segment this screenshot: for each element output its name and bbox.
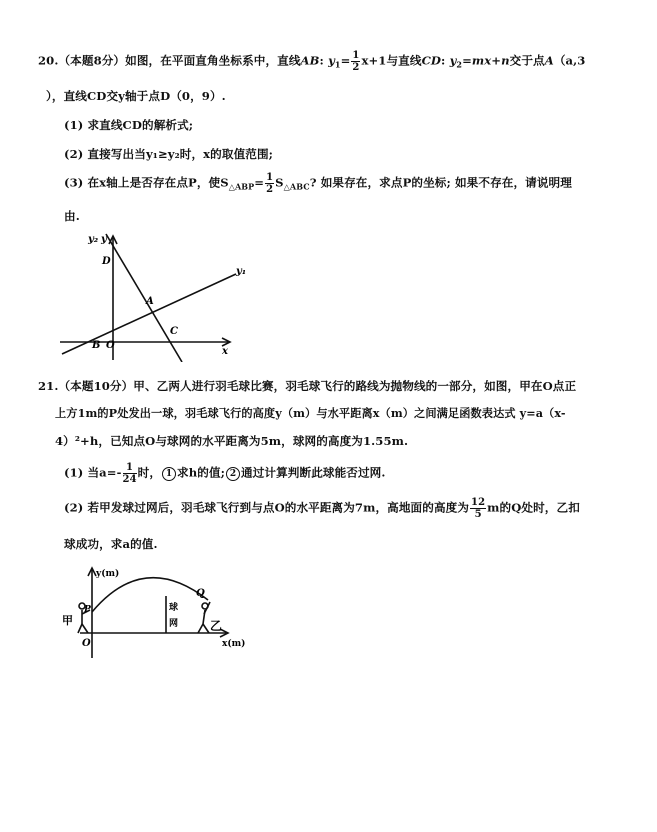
q20-ab-tail: x+1与直线 — [361, 53, 422, 68]
q21-label-o: O — [82, 638, 91, 649]
q21-label-net1: 球 — [169, 603, 179, 613]
q21-line-3: 4）²+h，已知点O与球网的水平距离为5m，球网的高度为1.55m. — [55, 434, 409, 448]
q20-label-y2: y₂ — [88, 234, 99, 245]
q21-part1-b: 时， — [137, 465, 162, 480]
q20-part3-a: (3) 在x轴上是否存在点P，使S — [64, 175, 229, 190]
q20-y1: y — [328, 53, 335, 68]
q20-part3-fraction — [265, 172, 274, 195]
q21-part1-c: 求h的值; — [177, 465, 226, 480]
q21-line1-text: 甲、乙两人进行羽毛球比赛，羽毛球飞行的路线为抛物线的一部分，如图，甲在O点正 — [133, 379, 577, 393]
q20-frac-num: 1 — [352, 50, 360, 61]
q21-part2-fraction — [470, 497, 486, 520]
q21-player-jia-leg1 — [78, 624, 82, 633]
q21-label-y: y(m) — [96, 569, 120, 579]
q21-part1-d: 通过计算判断此球能否过网. — [241, 465, 386, 480]
q21-part-1 — [64, 462, 386, 485]
q20-label-d: D — [102, 256, 111, 267]
q20-coordinate-graph — [58, 230, 298, 362]
q21-part2-a: (2) 若甲发球过网后，羽毛球飞行到与点O的水平距离为7m，高地面的高度为 — [64, 500, 470, 515]
q20-line-1 — [38, 50, 585, 73]
q21-circle-1: 1 — [162, 467, 176, 481]
q21-label-jia: 甲 — [62, 614, 73, 627]
q21-part1-den: 24 — [122, 474, 137, 485]
q21-label-q: Q — [196, 588, 205, 599]
q21-part2-b: m的Q处时，乙扣 — [487, 500, 580, 515]
q20-label-x: x — [222, 346, 228, 357]
q21-part2-den: 5 — [474, 509, 482, 520]
q20-part3-sub1: △ABP — [228, 181, 255, 192]
q21-circle-2: 2 — [226, 467, 240, 481]
q21-number: 21. — [38, 379, 59, 393]
q21-label-net2: 网 — [169, 619, 179, 629]
q21-player-yi-leg1 — [198, 624, 203, 633]
q21-part-2-cont: 球成功，求a的值. — [64, 537, 158, 551]
q20-a-coords: （a,3 — [553, 53, 586, 68]
q20-part-3-cont: 由. — [64, 209, 80, 223]
q20-point-a: A — [544, 53, 554, 68]
q21-badminton-graph — [58, 562, 258, 662]
q20-line-2: ），直线CD交y轴于点D（0，9）. — [46, 89, 226, 103]
q20-part-3 — [64, 172, 572, 195]
q20-y1-sub: 1 — [334, 59, 341, 70]
q21-part1-num: 1 — [123, 462, 137, 474]
q21-part-2 — [64, 497, 580, 520]
q20-part3-s2: S — [275, 175, 284, 190]
q21-line-1 — [38, 378, 576, 394]
q20-label-o: O — [106, 340, 115, 351]
q20-score: （本题8分） — [58, 53, 126, 68]
q20-y2: y — [449, 53, 457, 68]
q20-label-y1: y₁ — [236, 266, 247, 277]
q21-part1-fraction — [123, 462, 137, 485]
q21-player-yi-leg2 — [203, 624, 209, 633]
q20-eq-sign: = — [340, 53, 351, 68]
q20-label-c: C — [170, 326, 178, 337]
q20-y2-sub: 2 — [456, 59, 463, 70]
q20-part3-eq: = — [254, 175, 265, 190]
q20-cd-colon: : — [441, 53, 446, 68]
q20-intro: 如图，在平面直角坐标系中，直线 — [125, 53, 301, 68]
q20-part-1: (1) 求直线CD的解析式; — [64, 118, 194, 132]
q21-score: （本题10分） — [58, 379, 134, 393]
q21-label-x: x(m) — [222, 639, 246, 649]
q20-part3-b: ? 如果存在，求点P的坐标; 如果不存在，请说明理 — [309, 175, 572, 190]
q20-frac-den: 2 — [352, 62, 360, 73]
q21-label-p: P — [84, 605, 91, 615]
q21-line-2: 上方1m的P处发出一球，羽毛球飞行的高度y（m）与水平距离x（m）之间满足函数表达式 y=a（x- — [55, 406, 566, 420]
q20-label-y: y — [101, 234, 107, 245]
q21-part2-num: 12 — [471, 497, 486, 508]
q20-part3-den: 2 — [266, 184, 274, 195]
q21-trajectory — [92, 578, 208, 612]
q20-ab-colon: : — [319, 53, 324, 68]
q20-label-b: B — [92, 340, 101, 351]
q21-part1-a: (1) 当a=- — [64, 465, 122, 480]
q20-cd-eq: =mx+n — [462, 53, 510, 68]
q20-cd-name: CD — [421, 53, 442, 68]
q20-ab-name: AB — [300, 53, 320, 68]
q20-part3-sub2: △ABC — [283, 181, 310, 192]
q20-fraction — [351, 50, 360, 73]
q21-label-yi: 乙 — [210, 619, 223, 633]
q20-part-2: (2) 直接写出当y₁≥y₂时，x的取值范围; — [64, 147, 274, 161]
q21-player-jia-leg2 — [82, 624, 88, 633]
q20-label-a: A — [146, 296, 154, 307]
q20-intersect: 交于点 — [509, 53, 545, 68]
q20-number: 20. — [38, 53, 59, 68]
q20-part3-num: 1 — [266, 172, 274, 183]
